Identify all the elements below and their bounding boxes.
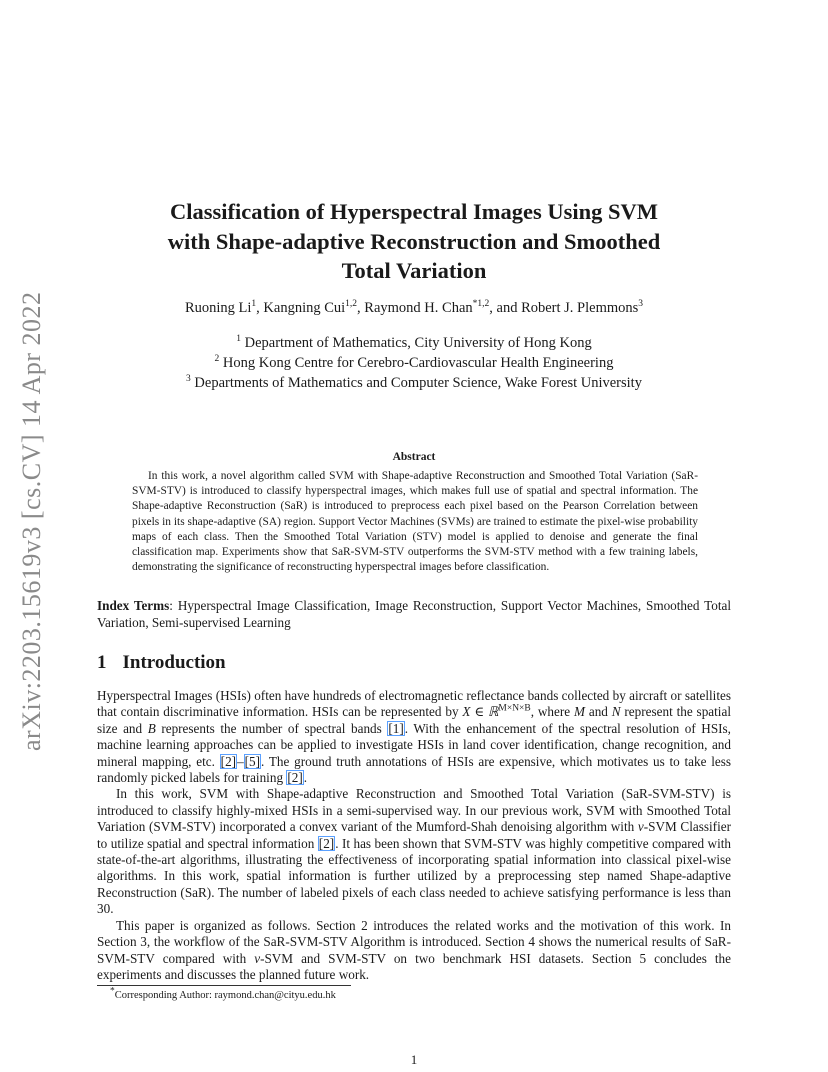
citation-link[interactable]: [2] — [287, 770, 303, 786]
citation-link[interactable]: [2] — [318, 835, 335, 851]
citation-link[interactable]: [5] — [244, 753, 261, 769]
footnote: *Corresponding Author: raymond.chan@cityu.edu.hk — [110, 986, 336, 1001]
author-name: Ruoning Li — [184, 300, 252, 316]
author-name: and Robert J. Plemmons — [496, 300, 639, 316]
introduction-body — [97, 688, 731, 983]
section-number: 1 — [97, 652, 107, 673]
page-number: 1 — [410, 1052, 418, 1067]
author-sup: 1,2 — [345, 299, 358, 310]
author-list: Ruoning Li$^1$, Kangning Cui$^{1,2}$, Raymond H. Chan$^{*1,2}$, and Robert J. Plemmons$^3$ — [184, 299, 644, 316]
citation-link[interactable]: [2] — [220, 753, 237, 769]
author-sup: 3 — [638, 299, 644, 310]
title-line-2: with Shape-adaptive Reconstruction and Smoothed — [167, 228, 661, 254]
author-sup: 1 — [251, 299, 257, 310]
paragraph: Hyperspectral Images (HSIs) often have hundreds of electromagnetic reflectance bands collected by aircraft or satellites that contain discriminative information. HSIs can be represented by X ∈ ℝ$^{M\times N\times B}$, where M and N represent the spatial size and B represents the number of spectral bands [1]. With the enhancement of the spectral resolution of HSIs, machine learning approaches can be applied to investigate HSIs in land cover identification, change recognition, and mineral mapping, etc. [2]–[5]. The ground truth annotations of HSIs are expensive, which motivates us to take less randomly picked labels for training [2]. — [97, 688, 731, 786]
arxiv-stamp: arXiv:2203.15619v3 [cs.CV] 14 Apr 2022 — [17, 291, 46, 751]
paper-title — [100, 197, 728, 286]
title-line-1: Classification of Hyperspectral Images Using SVM — [169, 199, 659, 224]
index-terms-text: Hyperspectral Image Classification, Image Reconstruction, Support Vector Machines, Smoothed Total Variation, Semi-supervised Learning — [97, 598, 731, 630]
abstract-heading: Abstract — [392, 451, 436, 463]
affiliation-item: $^2$ Hong Kong Centre for Cerebro-Cardiovascular Health Engineering — [214, 354, 614, 371]
index-terms: Index Terms: Hyperspectral Image Classification, Image Reconstruction, Support Vector Machines, Smoothed Total Variation, Semi-supervised Learning — [97, 598, 731, 630]
section-heading — [97, 652, 226, 674]
author-name: Raymond H. Chan — [364, 300, 473, 316]
citation-link[interactable]: [1] — [388, 720, 404, 736]
paragraph: This paper is organized as follows. Section 2 introduces the related works and the motivation of this work. In Section 3, the workflow of the SaR-SVM-STV Algorithm is introduced. Section 4 shows the numerical results of SaR-SVM-STV compared with ν-SVM and SVM-STV on two benchmark HSI datasets. Section 5 concludes the experiments and discusses the planned future work. — [97, 917, 731, 982]
author-name: Kangning Cui — [263, 300, 346, 316]
affiliation-item: $^1$ Department of Mathematics, City University of Hong Kong — [236, 334, 592, 351]
affiliation-item: $^3$ Departments of Mathematics and Computer Science, Wake Forest University — [186, 374, 642, 391]
index-terms-label: Index Terms — [97, 598, 170, 613]
abstract-text: In this work, a novel algorithm called SVM with Shape-adaptive Reconstruction and Smoothed Total Variation (SaR-SVM-STV) is introduced to classify hyperspectral images, which makes full use of spatial and spectral information. The Shape-adaptive Reconstruction (SaR) is introduced to preprocess each pixel based on the Pearson Correlation between pixels in its shape-adaptive (SA) region. Support Vector Machines (SVMs) are trained to estimate the pixel-wise probability maps of each class. Then the Smoothed Total Variation (STV) model is applied to denoise and generate the final classification map. Experiments show that SaR-SVM-STV outperforms the SVM-STV method with a few training labels, demonstrating the significance of reconstructing hyperspectral images before classification. — [132, 470, 698, 574]
affiliation-list — [100, 333, 728, 393]
author-sup: *1,2 — [472, 299, 490, 310]
section-title: Introduction — [122, 652, 226, 673]
paragraph: In this work, SVM with Shape-adaptive Reconstruction and Smoothed Total Variation (SaR-SVM-STV) is introduced to classify highly-mixed HSIs in a semi-supervised way. In our previous work, SVM with Smoothed Total Variation (SVM-STV) incorporated a convex variant of the Mumford-Shah denoising algorithm with ν-SVM Classifier to utilize spatial and spectral information [2]. It has been shown that SVM-STV was highly competitive compared with state-of-the-art algorithms, illustrating the effectiveness of incorporating spatial information into classical pixel-wise algorithms. In this work, spatial information is further utilized by a preprocessing step named Shape-adaptive Reconstruction (SaR). The number of labeled pixels of each class needed to achieve satisfying performance is less than 30. — [97, 786, 731, 917]
title-line-3: Total Variation — [341, 258, 487, 283]
footnote-divider — [97, 985, 351, 986]
